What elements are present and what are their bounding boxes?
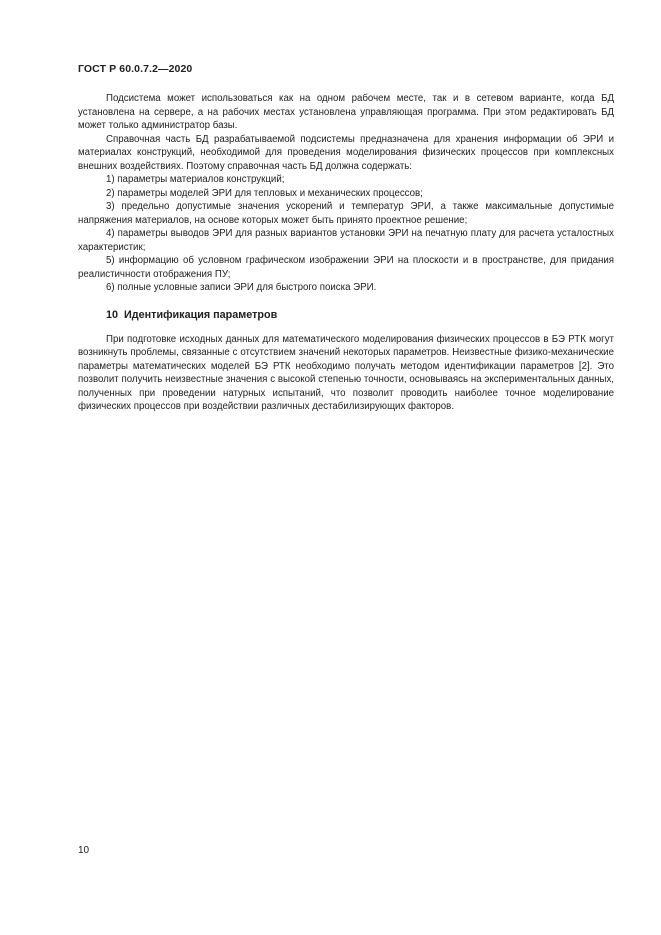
page-number: 10 (78, 845, 90, 856)
list-item: 2) параметры моделей ЭРИ для тепловых и механических процессов; (106, 187, 423, 199)
section-paragraph: При подготовке исходных данных для математического моделирования физических процессов в БЭ РТК могут возникнуть проблемы, связанные с отсутствием значений некоторых параметров. Неизвестные физико-механические параметры математических моделей БЭ РТК необходимо получать методом идентификации параметров [2]. Это позволит получить неизвестные значения с высокой степенью точности, основываясь на экспериментальных данных, полученных при проведении натурных испытаний, что позволит проводить наиболее точное моделирование физических процессов при воздействии различных дестабилизирующих факторов. (78, 333, 614, 412)
list-item: 5) информацию об условном графическом изображении ЭРИ на плоскости и в пространстве, для придания реалистичности отображения ПУ; (78, 255, 614, 280)
document-header: ГОСТ Р 60.0.7.2—2020 (78, 63, 193, 75)
list-item: 6) полные условные записи ЭРИ для быстрого поиска ЭРИ. (106, 282, 377, 293)
list-item: 3) предельно допустимые значения ускорений и температур ЭРИ, а также максимальные допустимые напряжения материалов, на основе которых может быть принято проектное решение; (78, 201, 614, 226)
section-title: Идентификация параметров (124, 308, 278, 321)
list-item: 4) параметры выводов ЭРИ для разных вариантов установки ЭРИ на печатную плату для расчета усталостных характеристик; (78, 228, 614, 253)
body-paragraph: Справочная часть БД разрабатываемой подсистемы предназначена для хранения информации об ЭРИ и материалах конструкций, необходимой для проведения моделирования физических процессов при комплексных внешних воздействиях. Поэтому справочная часть БД должна содержать: (78, 133, 614, 172)
section-number: 10 (106, 308, 119, 321)
body-paragraph: Подсистема может использоваться как на одном рабочем месте, так и в сетевом варианте, когда БД установлена на сервере, а на рабочих местах установлена управляющая программа. При этом редактировать БД может только администратор базы. (78, 93, 614, 131)
section-heading (78, 308, 614, 322)
page-content (78, 92, 614, 414)
list-item: 1) параметры материалов конструкций; (106, 174, 285, 185)
